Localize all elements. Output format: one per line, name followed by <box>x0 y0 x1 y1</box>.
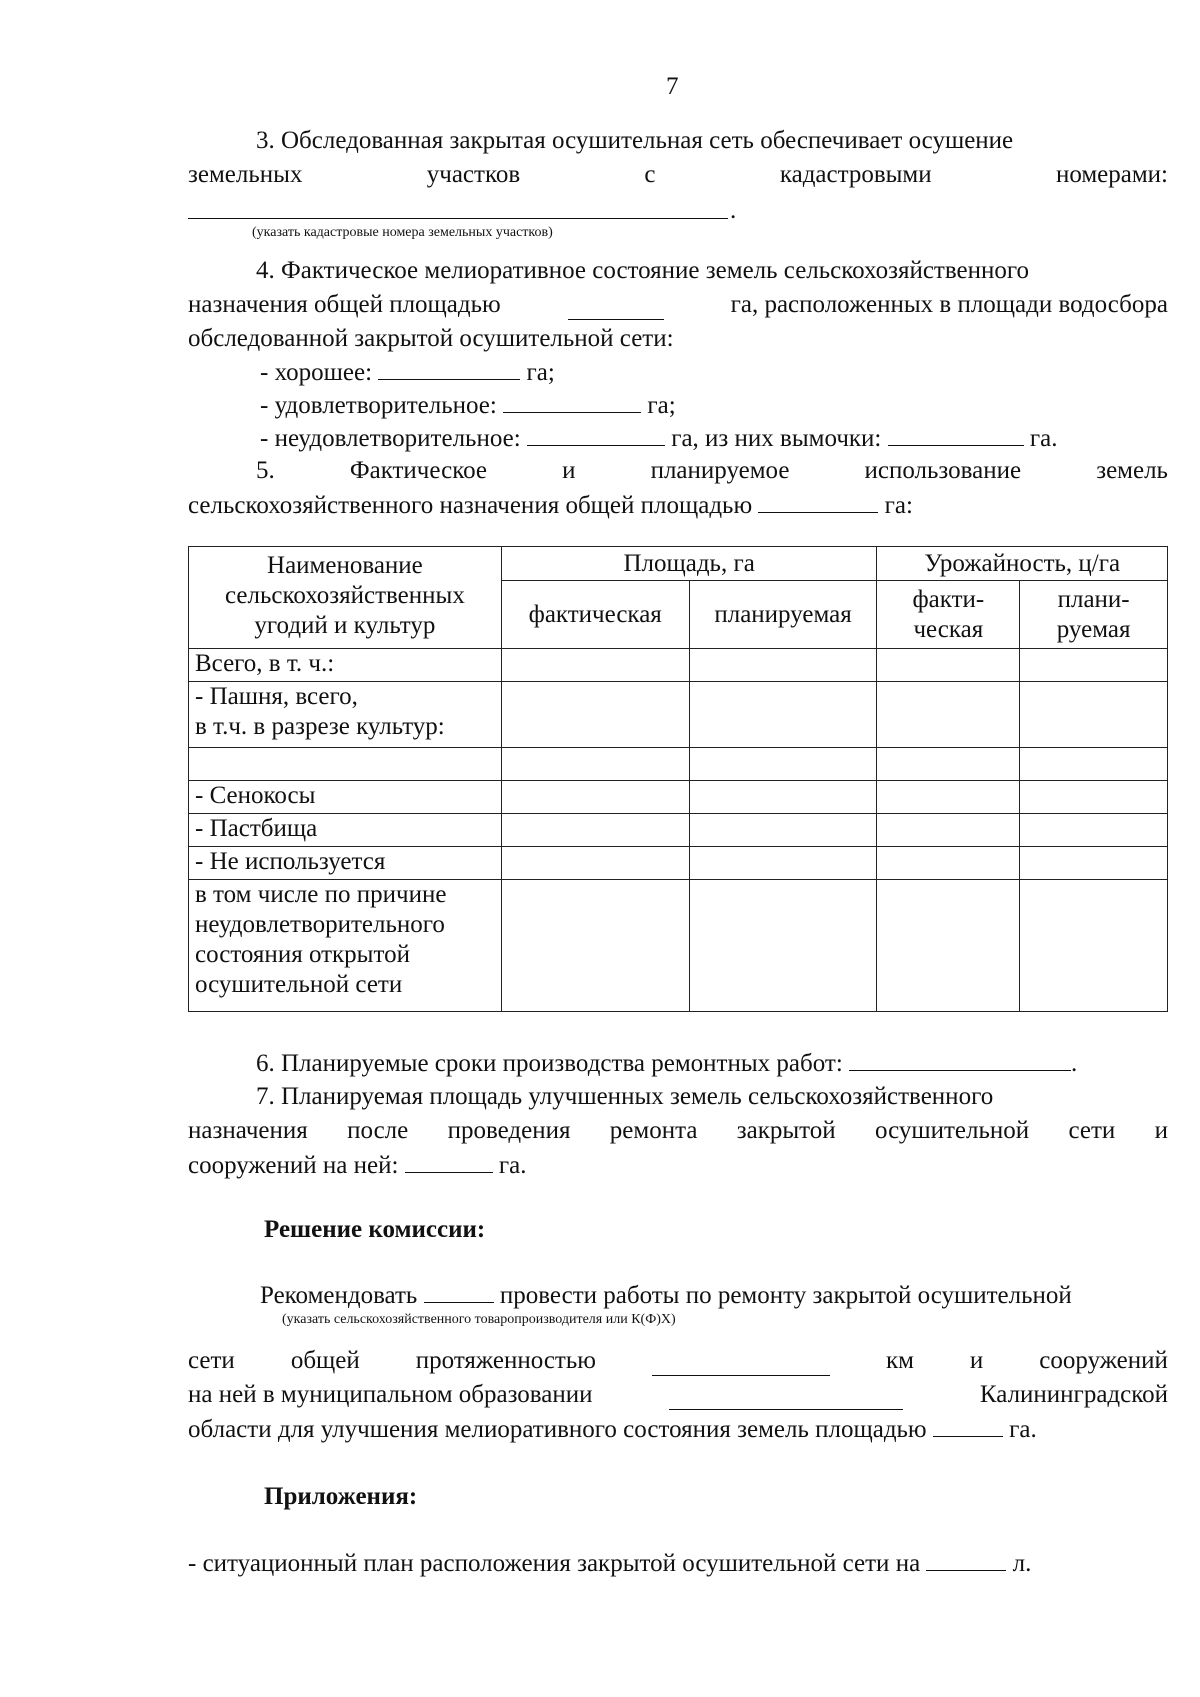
item7-line1: 7. Планируемая площадь улучшенных земель сельскохозяйственного <box>256 1083 994 1110</box>
waterlogging-area-blank[interactable] <box>888 423 1024 446</box>
row-label-line: состояния открытой <box>195 941 410 968</box>
improved-area-blank[interactable] <box>405 1150 493 1173</box>
word: общей <box>290 1347 360 1374</box>
row-label-line: в том числе по причине <box>195 881 447 908</box>
header-line: Наименование <box>267 552 423 579</box>
table-header-row <box>189 547 1168 581</box>
header-area-fact: фактическая <box>501 581 689 649</box>
unsatisfactory-area-blank[interactable] <box>527 423 665 446</box>
cell[interactable] <box>689 880 877 1012</box>
cell[interactable] <box>689 649 877 682</box>
row-label-line: в т.ч. в разрезе культур: <box>195 713 445 740</box>
header-line: сельскохозяйственных <box>224 582 465 609</box>
cell[interactable] <box>877 814 1020 847</box>
word: номерами: <box>1055 161 1168 188</box>
word: и <box>562 457 576 484</box>
unit: л. <box>1012 1550 1032 1577</box>
item4-line1: 4. Фактическое мелиоративное состояние земель сельскохозяйственного <box>256 257 1029 284</box>
decision-heading: Решение комиссии: <box>264 1216 486 1243</box>
row-label-line: неудовлетворительного <box>195 911 445 938</box>
table-row <box>189 814 1168 847</box>
text: 6. Планируемые сроки производства ремонтных работ: <box>256 1050 843 1077</box>
decision-area-blank[interactable] <box>933 1414 1003 1437</box>
cell[interactable] <box>689 814 877 847</box>
label: - удовлетворительное: <box>260 392 497 419</box>
text: области для улучшения мелиоративного состояния земель площадью <box>188 1416 927 1443</box>
decision-line3 <box>188 1380 1168 1410</box>
text: провести работы по ремонту закрытой осушительной <box>499 1282 1072 1309</box>
cell[interactable] <box>1020 682 1168 748</box>
item7-line2: назначения после проведения ремонта закрытой осушительной сети и <box>188 1117 1168 1144</box>
producer-blank[interactable] <box>424 1280 494 1303</box>
word: планируемое <box>650 457 790 484</box>
cell[interactable] <box>501 781 689 814</box>
text: сельскохозяйственного назначения общей площадью <box>188 492 753 519</box>
header-area-plan: планируемая <box>689 581 877 649</box>
unit: га; <box>647 392 676 419</box>
cell[interactable] <box>501 649 689 682</box>
word: протяженностью <box>415 1347 596 1374</box>
table-row <box>189 649 1168 682</box>
text: сооружений на ней: <box>188 1152 399 1179</box>
table-row <box>189 880 1168 1012</box>
cell[interactable] <box>1020 781 1168 814</box>
word: Фактическое <box>349 457 487 484</box>
item4-line2 <box>188 290 1168 320</box>
cadastral-numbers-blank[interactable] <box>188 218 728 219</box>
word: и <box>969 1347 984 1374</box>
municipality-blank[interactable] <box>669 1387 903 1410</box>
word: земель <box>1096 457 1168 484</box>
item5-line1 <box>256 456 1168 486</box>
cell[interactable] <box>1020 649 1168 682</box>
period: . <box>1071 1050 1078 1077</box>
text: на ней в муниципальном образовании <box>188 1381 593 1408</box>
sheets-blank[interactable] <box>926 1548 1006 1571</box>
unit: га. <box>498 1152 527 1179</box>
header-line: угодий и культур <box>254 612 436 639</box>
table-row <box>189 847 1168 880</box>
table-row <box>189 748 1168 781</box>
word: сети <box>188 1347 235 1374</box>
text: га, расположенных в площади водосбора <box>730 291 1168 318</box>
row-label: - Пастбища <box>189 814 502 847</box>
item5-area-blank[interactable] <box>758 490 878 513</box>
row-label <box>189 880 502 1012</box>
total-area-blank[interactable] <box>568 297 664 320</box>
item7-line3 <box>188 1150 527 1181</box>
good-area-blank[interactable] <box>378 357 520 380</box>
period: . <box>730 197 737 224</box>
label: га, из них вымочки: <box>671 425 882 452</box>
text: назначения общей площадью <box>188 291 501 318</box>
length-blank[interactable] <box>652 1353 830 1376</box>
cell[interactable] <box>1020 748 1168 781</box>
decision-line4 <box>188 1414 1037 1445</box>
decision-hint: (указать сельскохозяйственного товаропроизводителя или К(Ф)Х) <box>282 1312 676 1327</box>
decision-line1 <box>260 1280 1072 1311</box>
row-label: Всего, в т. ч.: <box>189 649 502 682</box>
cell[interactable] <box>689 847 877 880</box>
text: - ситуационный план расположения закрытой осушительной сети на <box>188 1550 921 1577</box>
land-use-table <box>188 546 1168 1012</box>
header-name <box>189 547 502 649</box>
cell[interactable] <box>501 682 689 748</box>
text: Рекомендовать <box>260 1282 418 1309</box>
row-label: - Сенокосы <box>189 781 502 814</box>
header-line: ческая <box>913 615 984 643</box>
state-good <box>260 357 555 388</box>
item6 <box>256 1048 1077 1079</box>
item3-hint: (указать кадастровые номера земельных участков) <box>252 225 553 240</box>
item5-line2 <box>188 490 913 521</box>
state-satisfactory <box>260 390 676 421</box>
word: кадастровыми <box>779 161 932 188</box>
unit: га: <box>884 492 913 519</box>
cell[interactable] <box>1020 847 1168 880</box>
word: земельных <box>188 161 303 188</box>
cell[interactable] <box>689 781 877 814</box>
appendix-heading: Приложения: <box>264 1483 418 1510</box>
row-label-line: - Пашня, всего, <box>195 683 358 710</box>
cell[interactable] <box>1020 814 1168 847</box>
cell[interactable] <box>689 748 877 781</box>
word: участков <box>426 161 521 188</box>
item3-line2 <box>188 160 1168 190</box>
cell[interactable] <box>501 847 689 880</box>
unit: га. <box>1009 1416 1037 1443</box>
label: - неудовлетворительное: <box>260 425 521 452</box>
table-row <box>189 682 1168 748</box>
cell[interactable] <box>877 649 1020 682</box>
unit: га. <box>1029 425 1058 452</box>
header-line: плани- <box>1057 585 1130 613</box>
cell[interactable] <box>689 682 877 748</box>
table-row <box>189 781 1168 814</box>
word: использование <box>864 457 1022 484</box>
repair-dates-blank[interactable] <box>849 1048 1071 1071</box>
header-yield: Урожайность, ц/га <box>877 547 1168 581</box>
cell[interactable] <box>501 880 689 1012</box>
item3-line1: 3. Обследованная закрытая осушительная сеть обеспечивает осушение <box>256 127 1014 154</box>
cell[interactable] <box>877 880 1020 1012</box>
cell[interactable] <box>501 748 689 781</box>
word: сооружений <box>1039 1347 1168 1374</box>
state-unsatisfactory <box>260 423 1057 454</box>
row-label <box>189 748 502 781</box>
header-area: Площадь, га <box>501 547 877 581</box>
unit: га; <box>526 359 555 386</box>
text: Калининградской <box>979 1381 1168 1408</box>
row-label-line: осушительной сети <box>195 971 403 998</box>
page-number: 7 <box>666 73 679 100</box>
cell[interactable] <box>877 682 1020 748</box>
word: 5. <box>256 457 275 484</box>
decision-line2 <box>188 1346 1168 1376</box>
satisfactory-area-blank[interactable] <box>503 390 641 413</box>
appendix-item <box>188 1548 1031 1579</box>
label: - хорошее: <box>260 359 373 386</box>
cell[interactable] <box>501 814 689 847</box>
header-line: руемая <box>1056 615 1131 643</box>
row-label: - Не используется <box>189 847 502 880</box>
header-line: факти- <box>912 585 985 613</box>
unit: км <box>885 1347 914 1374</box>
cell[interactable] <box>1020 880 1168 1012</box>
row-label <box>189 682 502 748</box>
header-yield-fact <box>877 581 1020 649</box>
cell[interactable] <box>877 781 1020 814</box>
word: с <box>644 161 656 188</box>
cell[interactable] <box>877 748 1020 781</box>
header-yield-plan <box>1020 581 1168 649</box>
item4-line3: обследованной закрытой осушительной сети: <box>188 325 674 352</box>
cell[interactable] <box>877 847 1020 880</box>
